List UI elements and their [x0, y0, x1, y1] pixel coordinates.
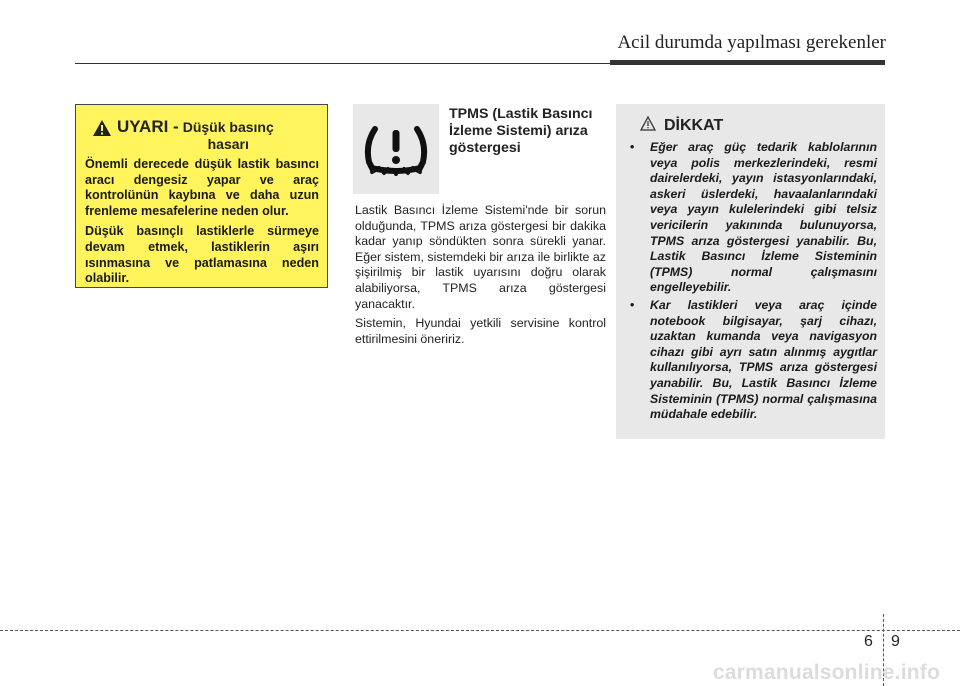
- warning-title: [85, 117, 319, 153]
- caution-list: [628, 140, 877, 423]
- caution-item-text: Eğer araç güç tedarik kablolarının veya polis merkezlerindeki, resmi dairelerdeki, yayın istasyonlarındaki, askeri üslerdeki, havaalanlarındaki veya yayın kulelerindeki gibi telsiz vericilerin yakınında bulunuyorsa, TPMS arıza göstergesi yanabilir. Bu, Lastik Basıncı İzleme Sisteminin (TPMS) normal çalışmasını engelleyebilir.: [650, 140, 877, 295]
- caution-triangle-icon: [640, 116, 656, 136]
- tpms-warning-icon: [353, 104, 439, 194]
- caution-item-text: Kar lastikleri veya araç içinde notebook bilgisayar, şarj cihazı, uzaktan kumanda veya navigasyon cihazı gibi ayrı satın alınmış aygıtlar kullanılıyorsa, TPMS arıza göstergesi yanabilir. Bu, Lastik Basıncı İzleme Sisteminin (TPMS) normal çalışmasına müdahale edebilir.: [650, 297, 877, 422]
- caution-word: DİKKAT: [664, 117, 724, 134]
- warning-paragraph-2: Düşük basınçlı lastiklerle sürmeye devam etmek, lastiklerin aşırı ısınmasına ve patlamasına neden olabilir.: [85, 224, 319, 286]
- tpms-icon-box: [353, 104, 439, 194]
- warning-paragraph-1: Önemli derecede düşük lastik basıncı aracı dengesiz yapar ve araç kontrolünün kaybına ve daha uzun frenleme mesafelerine neden olur.: [85, 157, 319, 218]
- tpms-section-title: TPMS (Lastik Basıncı İzleme Sistemi) arıza göstergesi: [449, 106, 593, 156]
- header-rule-accent: [610, 60, 885, 65]
- footer-divider: [0, 630, 960, 631]
- page-header-title: Acil durumda yapılması gerekenler: [617, 32, 886, 53]
- warning-subtitle: [183, 117, 274, 153]
- warning-triangle-icon: [93, 120, 111, 141]
- caution-item: [628, 140, 877, 296]
- warning-subtitle-line2: hasarı: [207, 136, 249, 152]
- caution-item: [628, 298, 877, 423]
- caution-title: [640, 116, 877, 136]
- caution-box: [616, 104, 885, 439]
- warning-box: [75, 104, 328, 288]
- page-number: 9: [891, 633, 900, 650]
- warning-subtitle-line1: Düşük basınç: [182, 119, 274, 135]
- bullet: •: [630, 297, 635, 312]
- watermark: carmanualsonline.info: [712, 661, 940, 684]
- tpms-body: [355, 203, 606, 351]
- tpms-paragraph-1: Lastik Basıncı İzleme Sistemi'nde bir sorun olduğunda, TPMS arıza göstergesi bir dakika kadar yanıp söndükten sonra sürekli yanar. Eğer sistem, sistemdeki bir arıza ile birlikte az şişirilmiş bir lastik uyarısını doğru olarak alabiliyorsa, TPMS arıza göstergesi yanacaktır.: [355, 203, 606, 311]
- chapter-number: 6: [864, 633, 873, 650]
- tpms-paragraph-2: Sistemin, Hyundai yetkili servisine kontrol ettirilmesini öneririz.: [355, 316, 606, 346]
- warning-word: UYARI -: [117, 117, 179, 136]
- bullet: •: [630, 140, 635, 154]
